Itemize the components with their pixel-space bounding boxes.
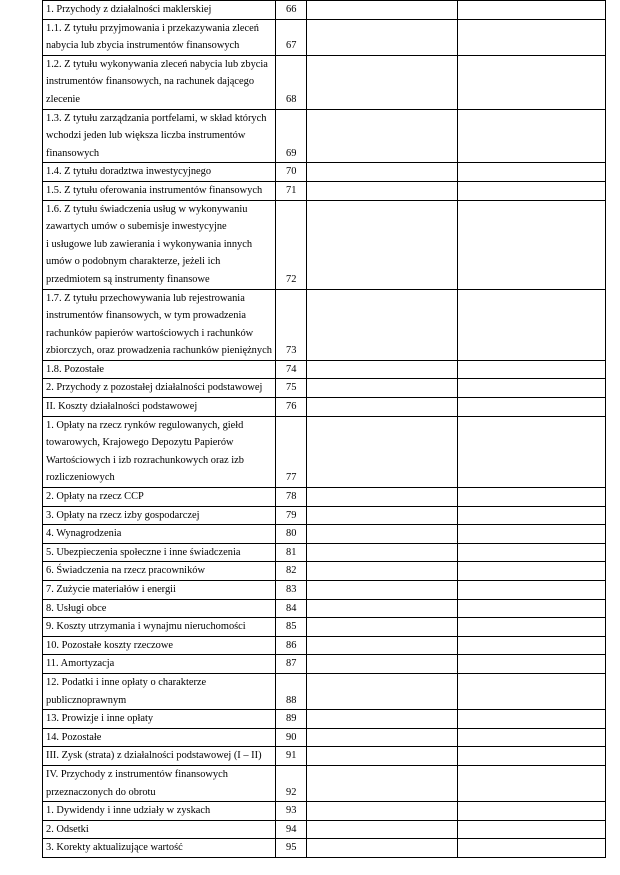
value-cell-current[interactable] (307, 360, 458, 379)
row-label (43, 525, 276, 544)
row-number: 67 (276, 19, 307, 55)
row-label (43, 416, 276, 487)
row-number: 85 (276, 618, 307, 637)
row-label-line: III. Zysk (strata) z działalności podstawowej (I – II) (46, 750, 262, 762)
row-label (43, 109, 276, 163)
row-label-line: 14. Pozostałe (46, 731, 102, 743)
value-cell-previous[interactable] (458, 673, 606, 709)
value-cell-current[interactable] (307, 200, 458, 289)
value-cell-current[interactable] (307, 839, 458, 858)
value-cell-previous[interactable] (458, 618, 606, 637)
value-cell-current[interactable] (307, 181, 458, 200)
row-label-line: 6. Świadczenia na rzecz pracowników (46, 565, 205, 577)
row-number: 84 (276, 599, 307, 618)
table-row (43, 747, 606, 766)
table-row (43, 109, 606, 163)
row-number: 74 (276, 360, 307, 379)
row-label-line: przedmiotem są instrumenty finansowe (46, 273, 210, 285)
row-label-line: 12. Podatki i inne opłaty o charakterze (46, 676, 207, 688)
row-number: 70 (276, 163, 307, 182)
table-row (43, 655, 606, 674)
table-row (43, 802, 606, 821)
value-cell-current[interactable] (307, 416, 458, 487)
row-label-line: 13. Prowizje i inne opłaty (46, 713, 154, 725)
row-label (43, 636, 276, 655)
value-cell-previous[interactable] (458, 562, 606, 581)
value-cell-previous[interactable] (458, 655, 606, 674)
row-label-line: zlecenie (46, 93, 81, 105)
value-cell-previous[interactable] (458, 398, 606, 417)
table-row (43, 289, 606, 360)
row-number: 95 (276, 839, 307, 858)
row-label (43, 673, 276, 709)
value-cell-current[interactable] (307, 562, 458, 581)
value-cell-current[interactable] (307, 289, 458, 360)
value-cell-previous[interactable] (458, 379, 606, 398)
row-number: 69 (276, 109, 307, 163)
row-label-line: 8. Usługi obce (46, 602, 107, 614)
value-cell-previous[interactable] (458, 636, 606, 655)
table-row (43, 1, 606, 20)
value-cell-previous[interactable] (458, 109, 606, 163)
table-row (43, 820, 606, 839)
row-label-line: 1. Opłaty na rzecz rynków regulowanych, giełd (46, 419, 244, 431)
row-label (43, 379, 276, 398)
row-label-line: 1.4. Z tytułu doradztwa inwestycyjnego (46, 166, 212, 178)
row-number: 89 (276, 710, 307, 729)
row-label-line: instrumentów finansowych, w tym prowadzenia (46, 310, 246, 322)
value-cell-current[interactable] (307, 618, 458, 637)
row-label-line: 5. Ubezpieczenia społeczne i inne świadczenia (46, 546, 241, 558)
row-number: 90 (276, 728, 307, 747)
table-row (43, 488, 606, 507)
table-row (43, 636, 606, 655)
table-row (43, 19, 606, 55)
value-cell-current[interactable] (307, 655, 458, 674)
row-label-line: zawartych umów o subemisje inwestycyjne (46, 221, 227, 233)
row-label-line: nabycia lub zbycia instrumentów finansowych (46, 40, 240, 52)
value-cell-previous[interactable] (458, 543, 606, 562)
row-label-line: 1. Dywidendy i inne udziały w zyskach (46, 805, 211, 817)
row-label-line: finansowych (46, 147, 100, 159)
value-cell-current[interactable] (307, 820, 458, 839)
row-number: 80 (276, 525, 307, 544)
row-label (43, 765, 276, 801)
table-row (43, 765, 606, 801)
row-label (43, 163, 276, 182)
row-label-line: 2. Opłaty na rzecz CCP (46, 491, 144, 503)
value-cell-current[interactable] (307, 109, 458, 163)
row-label-line: wchodzi jeden lub większa liczba instrumentów (46, 130, 246, 142)
row-label (43, 360, 276, 379)
value-cell-previous[interactable] (458, 55, 606, 109)
table-row (43, 581, 606, 600)
row-label-line: 2. Przychody z pozostałej działalności podstawowej (46, 382, 263, 394)
row-number: 92 (276, 765, 307, 801)
financial-statement-table (42, 0, 606, 858)
value-cell-previous[interactable] (458, 581, 606, 600)
row-label-line: 4. Wynagrodzenia (46, 528, 122, 540)
row-label-line: 3. Opłaty na rzecz izby gospodarczej (46, 509, 200, 521)
row-number: 77 (276, 416, 307, 487)
row-label-line: instrumentów finansowych, na rachunek dającego (46, 76, 255, 88)
value-cell-previous[interactable] (458, 747, 606, 766)
row-label (43, 599, 276, 618)
row-label-line: 1.7. Z tytułu przechowywania lub rejestrowania (46, 292, 245, 304)
value-cell-previous[interactable] (458, 765, 606, 801)
row-label (43, 728, 276, 747)
value-cell-previous[interactable] (458, 200, 606, 289)
table-row (43, 360, 606, 379)
table-row (43, 379, 606, 398)
value-cell-current[interactable] (307, 636, 458, 655)
value-cell-previous[interactable] (458, 19, 606, 55)
row-label-line: rachunków papierów wartościowych i rachunków (46, 327, 254, 339)
row-label (43, 581, 276, 600)
value-cell-current[interactable] (307, 525, 458, 544)
value-cell-previous[interactable] (458, 728, 606, 747)
value-cell-current[interactable] (307, 543, 458, 562)
row-label (43, 802, 276, 821)
value-cell-previous[interactable] (458, 488, 606, 507)
table-row (43, 525, 606, 544)
table-row (43, 618, 606, 637)
row-label-line: 1. Przychody z działalności maklerskiej (46, 4, 212, 15)
value-cell-current[interactable] (307, 673, 458, 709)
value-cell-previous[interactable] (458, 820, 606, 839)
row-label-line: 1.2. Z tytułu wykonywania zleceń nabycia lub zbycia (46, 58, 268, 70)
value-cell-previous[interactable] (458, 360, 606, 379)
row-number: 71 (276, 181, 307, 200)
row-label-line: 7. Zużycie materiałów i energii (46, 584, 176, 595)
table-row (43, 599, 606, 618)
row-label (43, 562, 276, 581)
table-row (43, 200, 606, 289)
value-cell-previous[interactable] (458, 599, 606, 618)
value-cell-previous[interactable] (458, 1, 606, 20)
row-number: 87 (276, 655, 307, 674)
table-row (43, 398, 606, 417)
row-label (43, 747, 276, 766)
value-cell-previous[interactable] (458, 289, 606, 360)
value-cell-current[interactable] (307, 581, 458, 600)
value-cell-current[interactable] (307, 710, 458, 729)
table-row (43, 543, 606, 562)
row-label-line: towarowych, Krajowego Depozytu Papierów (46, 437, 234, 449)
value-cell-current[interactable] (307, 765, 458, 801)
table-row (43, 562, 606, 581)
row-label (43, 506, 276, 525)
row-number: 91 (276, 747, 307, 766)
row-number: 86 (276, 636, 307, 655)
row-label-line: 1.1. Z tytułu przyjmowania i przekazywania zleceń (46, 22, 259, 34)
row-label-line: IV. Przychody z instrumentów finansowych (46, 768, 228, 780)
row-label-line: publicznoprawnym (46, 694, 127, 706)
value-cell-current[interactable] (307, 488, 458, 507)
table-row (43, 416, 606, 487)
value-cell-current[interactable] (307, 747, 458, 766)
value-cell-current[interactable] (307, 1, 458, 20)
row-label-line: Wartościowych i izb rozrachunkowych oraz izb (46, 454, 244, 466)
row-label-line: II. Koszty działalności podstawowej (46, 401, 198, 413)
value-cell-current[interactable] (307, 728, 458, 747)
row-label (43, 181, 276, 200)
row-label-line: 1.6. Z tytułu świadczenia usług w wykonywaniu (46, 203, 248, 215)
row-number: 68 (276, 55, 307, 109)
row-label (43, 543, 276, 562)
row-label-line: przeznaczonych do obrotu (46, 786, 156, 798)
row-label-line: 11. Amortyzacja (46, 658, 115, 670)
row-label-line: zbiorczych, oraz prowadzenia rachunków pieniężnych (46, 345, 272, 357)
row-label (43, 200, 276, 289)
row-label-line: rozliczeniowych (46, 472, 115, 484)
row-number: 83 (276, 581, 307, 600)
value-cell-current[interactable] (307, 163, 458, 182)
value-cell-current[interactable] (307, 19, 458, 55)
row-label-line: 9. Koszty utrzymania i wynajmu nieruchomości (46, 621, 246, 633)
row-number: 81 (276, 543, 307, 562)
table-row (43, 839, 606, 858)
table-body (43, 1, 606, 858)
row-number: 79 (276, 506, 307, 525)
value-cell-previous[interactable] (458, 839, 606, 858)
table-row (43, 506, 606, 525)
row-label-line: 2. Odsetki (46, 823, 89, 835)
value-cell-previous[interactable] (458, 181, 606, 200)
row-number: 75 (276, 379, 307, 398)
value-cell-current[interactable] (307, 506, 458, 525)
value-cell-previous[interactable] (458, 710, 606, 729)
row-label (43, 1, 276, 20)
table-row (43, 673, 606, 709)
value-cell-current[interactable] (307, 55, 458, 109)
row-number: 72 (276, 200, 307, 289)
row-label (43, 655, 276, 674)
value-cell-current[interactable] (307, 802, 458, 821)
value-cell-current[interactable] (307, 398, 458, 417)
value-cell-current[interactable] (307, 599, 458, 618)
row-number: 73 (276, 289, 307, 360)
value-cell-previous[interactable] (458, 506, 606, 525)
row-label-line: i usługowe lub zawierania i wykonywania innych (46, 238, 253, 250)
row-number: 66 (276, 1, 307, 20)
row-label-line: 1.3. Z tytułu zarządzania portfelami, w skład których (46, 112, 267, 124)
row-label (43, 618, 276, 637)
row-label (43, 55, 276, 109)
row-label (43, 839, 276, 858)
value-cell-previous[interactable] (458, 525, 606, 544)
value-cell-previous[interactable] (458, 802, 606, 821)
table-row (43, 710, 606, 729)
row-label (43, 488, 276, 507)
table-row (43, 55, 606, 109)
row-label (43, 710, 276, 729)
row-label-line: 3. Korekty aktualizujące wartość (46, 842, 183, 854)
row-label (43, 19, 276, 55)
table-row (43, 163, 606, 182)
row-number: 88 (276, 673, 307, 709)
row-number: 93 (276, 802, 307, 821)
row-number: 76 (276, 398, 307, 417)
row-label (43, 820, 276, 839)
table-row (43, 728, 606, 747)
row-label-line: 1.8. Pozostałe (46, 363, 105, 375)
row-label (43, 398, 276, 417)
row-label (43, 289, 276, 360)
row-number: 78 (276, 488, 307, 507)
value-cell-previous[interactable] (458, 163, 606, 182)
row-label-line: 10. Pozostałe koszty rzeczowe (46, 639, 173, 651)
table-row (43, 181, 606, 200)
value-cell-current[interactable] (307, 379, 458, 398)
row-label-line: umów o podobnym charakterze, jeżeli ich (46, 256, 221, 268)
row-label-line: 1.5. Z tytułu oferowania instrumentów finansowych (46, 184, 263, 196)
row-number: 94 (276, 820, 307, 839)
row-number: 82 (276, 562, 307, 581)
value-cell-previous[interactable] (458, 416, 606, 487)
